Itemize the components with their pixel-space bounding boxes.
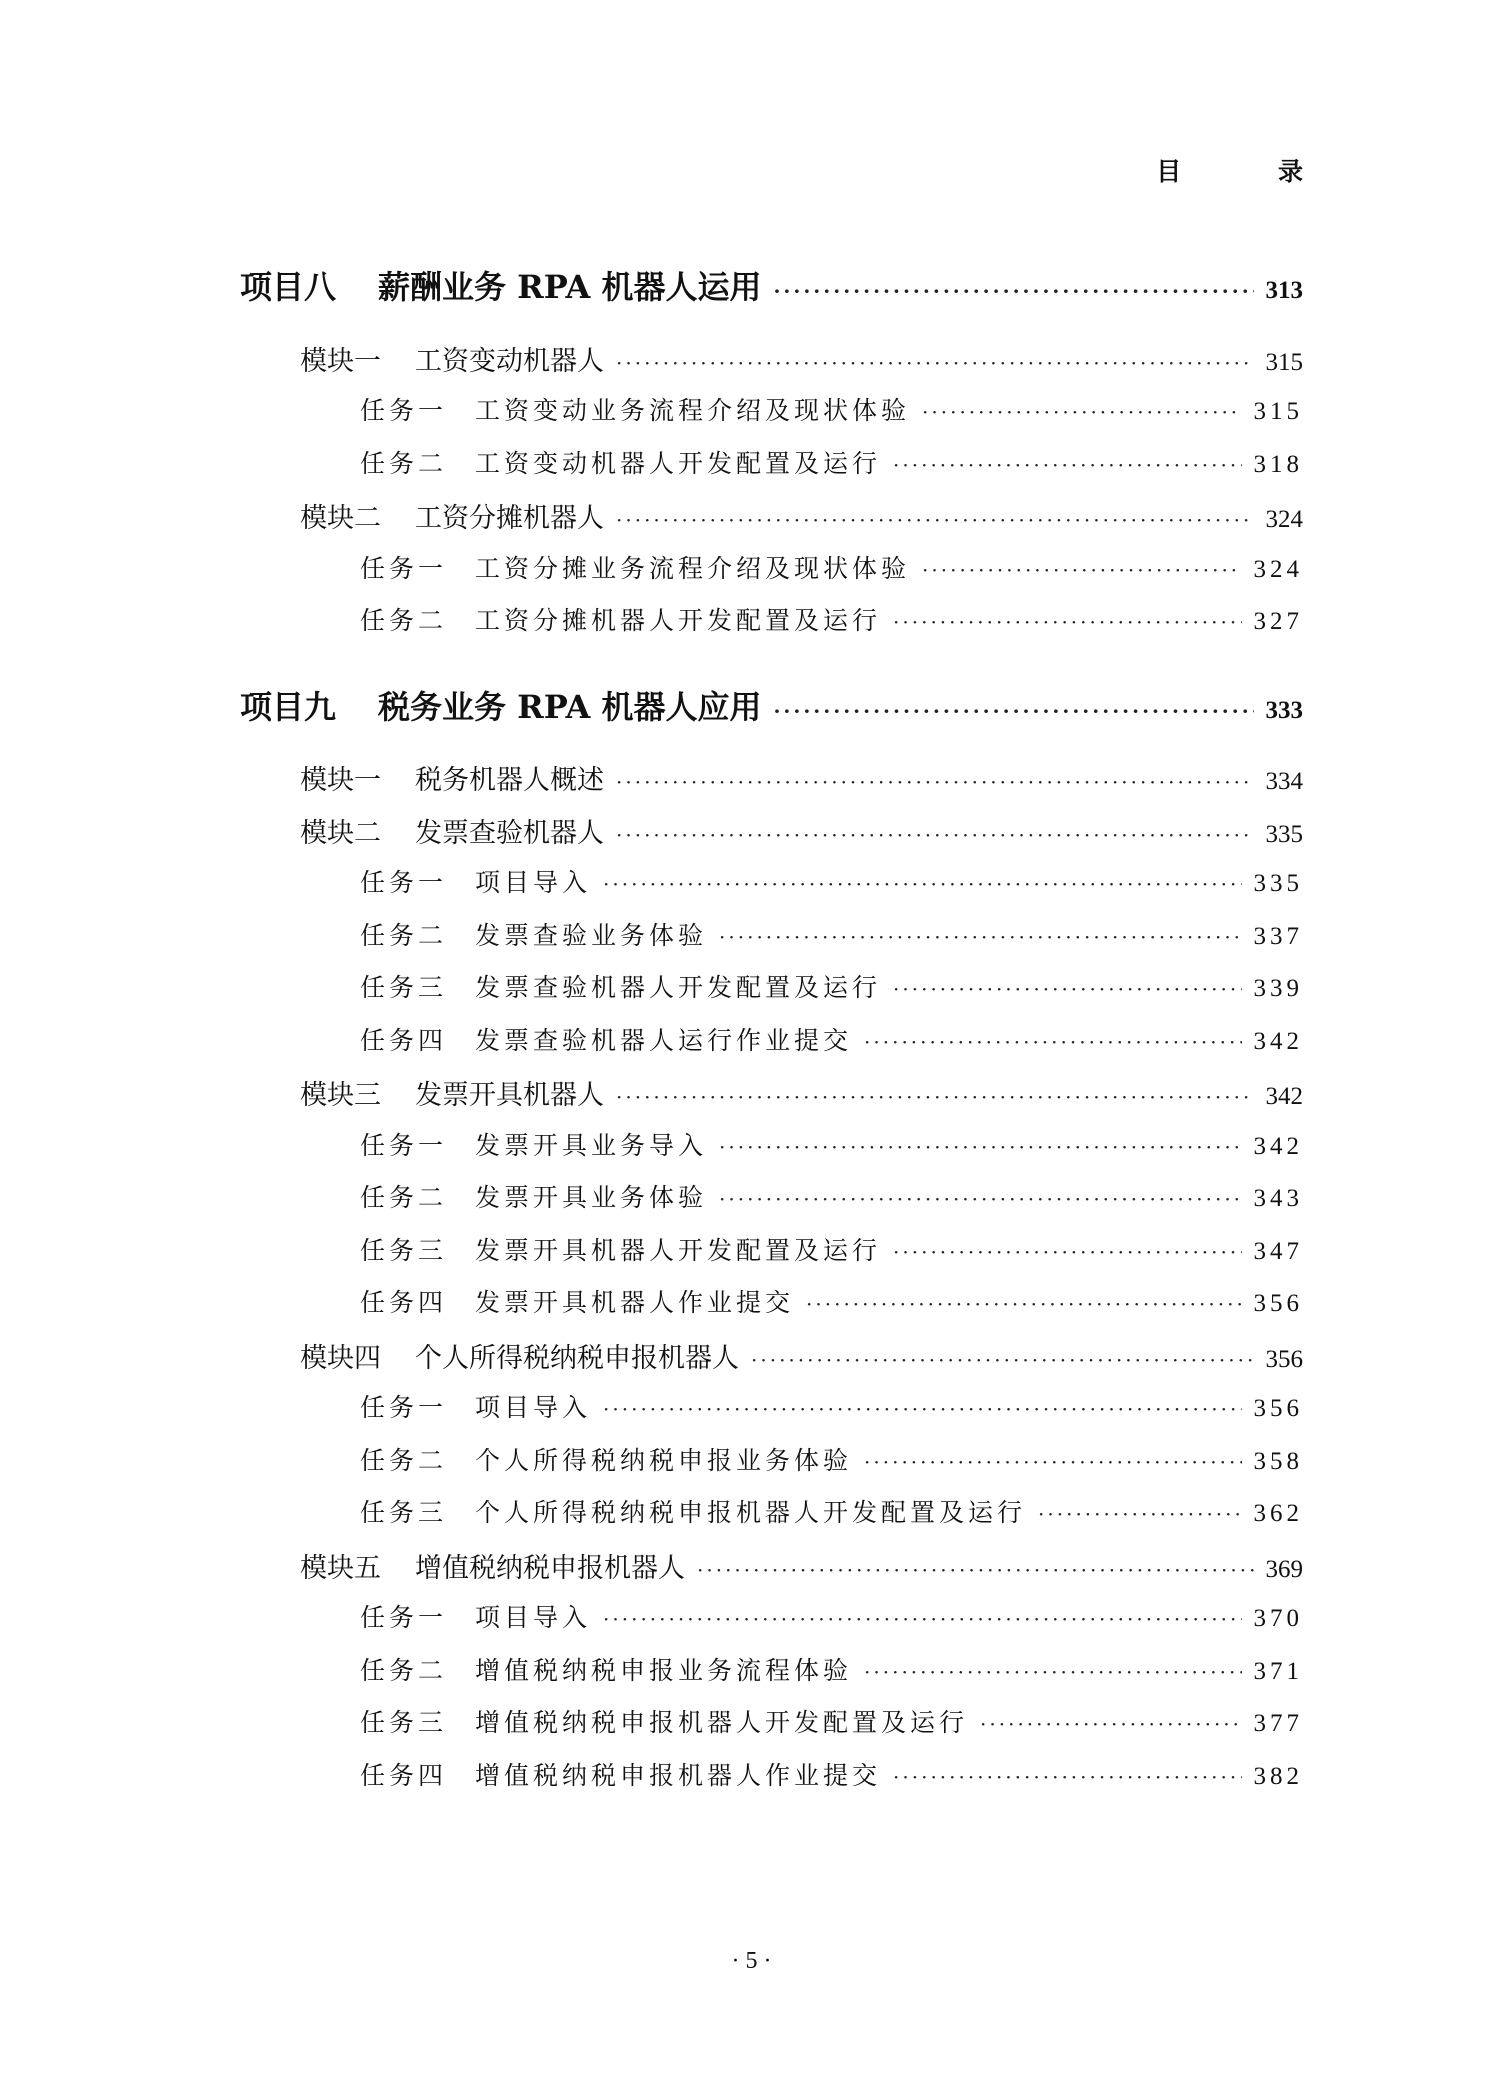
toc-entry-page: 327 (1253, 608, 1303, 635)
toc-entry-page: 356 (1265, 1346, 1303, 1373)
toc-entry-title: 发票开具机器人 (415, 1080, 604, 1111)
toc-entry-title: 发票查验机器人 (415, 818, 604, 849)
toc-entry-label: 模块五 (300, 1553, 381, 1584)
dot-leader (603, 1397, 1241, 1421)
toc-entry-title: 个人所得税纳税申报机器人开发配置及运行 (475, 1498, 1027, 1527)
toc-task-entry (360, 1283, 1303, 1319)
dot-leader (864, 1450, 1241, 1474)
toc-entry-title: 增值税纳税申报业务流程体验 (475, 1656, 853, 1685)
toc-entry-title: 工资变动业务流程介绍及现状体验 (475, 396, 911, 425)
toc-task-entry (360, 863, 1303, 899)
toc-module-entry (300, 1073, 1303, 1112)
toc-entry-page: 313 (1265, 277, 1303, 304)
toc-entry-label: 模块一 (300, 346, 381, 377)
toc-module-entry (300, 1546, 1303, 1585)
dot-leader (864, 1030, 1241, 1054)
toc-entry-label: 项目九 (240, 688, 337, 726)
dot-leader (603, 1607, 1241, 1631)
dot-leader (616, 770, 1254, 794)
toc-entry-title: 税务业务 RPA 机器人应用 (378, 688, 762, 726)
toc-entry-page: 324 (1253, 556, 1303, 583)
toc-entry-label: 模块二 (300, 503, 381, 534)
toc-entry-label: 任务一 (360, 396, 448, 425)
toc-entry-label: 任务二 (360, 606, 448, 635)
toc-module-entry (300, 1336, 1303, 1375)
toc-entry-label: 任务一 (360, 554, 448, 583)
toc-task-entry (360, 391, 1303, 427)
toc-module-entry (300, 758, 1303, 797)
toc-entry-page: 318 (1253, 451, 1303, 478)
toc-entry-title: 项目导入 (475, 1603, 592, 1632)
dot-leader (893, 453, 1241, 477)
toc-entry-label: 任务二 (360, 1656, 448, 1685)
toc-entry-page: 347 (1253, 1238, 1303, 1265)
dot-leader (719, 925, 1241, 949)
dot-leader (980, 1712, 1241, 1736)
toc-entry-page: 339 (1253, 975, 1303, 1002)
toc-entry-label: 任务三 (360, 1236, 448, 1265)
toc-entry-label: 任务四 (360, 1761, 448, 1790)
toc-entry-title: 发票开具机器人开发配置及运行 (475, 1236, 882, 1265)
dot-leader (697, 1558, 1254, 1582)
toc-entry-title: 发票开具机器人作业提交 (475, 1288, 795, 1317)
dot-leader (893, 977, 1241, 1001)
dot-leader (893, 1240, 1241, 1264)
toc-entry-label: 模块二 (300, 818, 381, 849)
toc-entry-title: 个人所得税纳税申报机器人 (415, 1343, 739, 1374)
running-header: 目 录 (1156, 157, 1347, 186)
toc-entry-label: 任务二 (360, 1183, 448, 1212)
dot-leader (1038, 1502, 1241, 1526)
toc-entry-label: 任务二 (360, 921, 448, 950)
toc-entry-title: 个人所得税纳税申报业务体验 (475, 1446, 853, 1475)
toc-entry-title: 工资变动机器人开发配置及运行 (475, 449, 882, 478)
toc-entry-label: 任务二 (360, 1446, 448, 1475)
page-number: · 5 · (731, 1948, 772, 1974)
toc-entry-title: 工资分摊机器人 (415, 503, 604, 534)
toc-task-entry (360, 1598, 1303, 1634)
dot-leader (616, 508, 1254, 532)
toc-task-entry (360, 1178, 1303, 1214)
toc-entry-page: 369 (1265, 1556, 1303, 1583)
toc-entry-label: 任务一 (360, 1131, 448, 1160)
toc-task-entry (360, 1231, 1303, 1267)
toc-task-entry (360, 1756, 1303, 1792)
toc-entry-title: 薪酬业务 RPA 机器人运用 (378, 268, 762, 306)
toc-module-entry (300, 811, 1303, 850)
toc-task-entry (360, 1493, 1303, 1529)
toc-entry-label: 任务二 (360, 449, 448, 478)
dot-leader (893, 1765, 1241, 1789)
toc-entry-title: 发票开具业务体验 (475, 1183, 708, 1212)
toc-task-entry (360, 916, 1303, 952)
toc-entry-page: 356 (1253, 1395, 1303, 1422)
toc-entry-title: 工资分摊机器人开发配置及运行 (475, 606, 882, 635)
toc-module-entry (300, 339, 1303, 378)
toc-entry-label: 任务三 (360, 973, 448, 1002)
toc-task-entry (360, 601, 1303, 637)
toc-entry-title: 工资分摊业务流程介绍及现状体验 (475, 554, 911, 583)
toc-entry-page: 377 (1253, 1710, 1303, 1737)
toc-entry-page: 337 (1253, 923, 1303, 950)
toc-entry-label: 项目八 (240, 268, 337, 306)
toc-task-entry (360, 549, 1303, 585)
toc-entry-title: 发票开具业务导入 (475, 1131, 708, 1160)
toc-entry-page: 334 (1265, 768, 1303, 795)
toc-entry-title: 项目导入 (475, 868, 592, 897)
dot-leader (616, 351, 1254, 375)
dot-leader (751, 1348, 1254, 1372)
dot-leader (719, 1135, 1241, 1159)
dot-leader (864, 1660, 1241, 1684)
dot-leader (719, 1187, 1241, 1211)
dot-leader (616, 1085, 1254, 1109)
dot-leader (922, 558, 1241, 582)
toc-task-entry (360, 444, 1303, 480)
toc-task-entry (360, 1126, 1303, 1162)
toc-entry-title: 增值税纳税申报机器人 (415, 1553, 685, 1584)
toc-entry-title: 税务机器人概述 (415, 765, 604, 796)
toc-entry-label: 任务一 (360, 868, 448, 897)
toc-project-entry (240, 262, 1303, 308)
toc-entry-page: 333 (1265, 697, 1303, 724)
toc-entry-title: 项目导入 (475, 1393, 592, 1422)
toc-entry-page: 335 (1265, 821, 1303, 848)
toc-entry-title: 增值税纳税申报机器人作业提交 (475, 1761, 882, 1790)
toc-entry-page: 315 (1253, 398, 1303, 425)
dot-leader (773, 699, 1253, 723)
toc-entry-title: 发票查验机器人开发配置及运行 (475, 973, 882, 1002)
toc-entry-page: 371 (1253, 1658, 1303, 1685)
toc-entry-label: 任务四 (360, 1026, 448, 1055)
dot-leader (773, 279, 1253, 303)
toc-entry-page: 343 (1253, 1185, 1303, 1212)
dot-leader (893, 610, 1241, 634)
toc-entry-label: 模块一 (300, 765, 381, 796)
toc-entry-label: 任务四 (360, 1288, 448, 1317)
toc-entry-title: 工资变动机器人 (415, 346, 604, 377)
dot-leader (922, 400, 1241, 424)
toc-entry-page: 356 (1253, 1290, 1303, 1317)
toc-entry-page: 324 (1265, 506, 1303, 533)
dot-leader (616, 823, 1254, 847)
toc-entry-page: 342 (1253, 1028, 1303, 1055)
toc-entry-label: 任务三 (360, 1498, 448, 1527)
dot-leader (603, 872, 1241, 896)
toc-task-entry (360, 1651, 1303, 1687)
toc-entry-label: 模块三 (300, 1080, 381, 1111)
toc-entry-page: 342 (1253, 1133, 1303, 1160)
toc-entry-label: 任务三 (360, 1708, 448, 1737)
toc-entry-page: 342 (1265, 1083, 1303, 1110)
toc-entry-page: 362 (1253, 1500, 1303, 1527)
toc-entry-title: 发票查验业务体验 (475, 921, 708, 950)
toc-module-entry (300, 496, 1303, 535)
toc-entry-page: 370 (1253, 1605, 1303, 1632)
toc-entry-title: 增值税纳税申报机器人开发配置及运行 (475, 1708, 969, 1737)
toc-task-entry (360, 1703, 1303, 1739)
toc-entry-page: 315 (1265, 349, 1303, 376)
dot-leader (806, 1292, 1241, 1316)
toc-entry-label: 模块四 (300, 1343, 381, 1374)
toc-entry-page: 358 (1253, 1448, 1303, 1475)
toc-task-entry (360, 1388, 1303, 1424)
toc-entry-page: 382 (1253, 1763, 1303, 1790)
toc-project-entry (240, 682, 1303, 728)
toc-entry-title: 发票查验机器人运行作业提交 (475, 1026, 853, 1055)
toc-entry-label: 任务一 (360, 1393, 448, 1422)
toc-task-entry (360, 1021, 1303, 1057)
toc-task-entry (360, 968, 1303, 1004)
toc-entry-label: 任务一 (360, 1603, 448, 1632)
toc-entry-page: 335 (1253, 870, 1303, 897)
toc-task-entry (360, 1441, 1303, 1477)
